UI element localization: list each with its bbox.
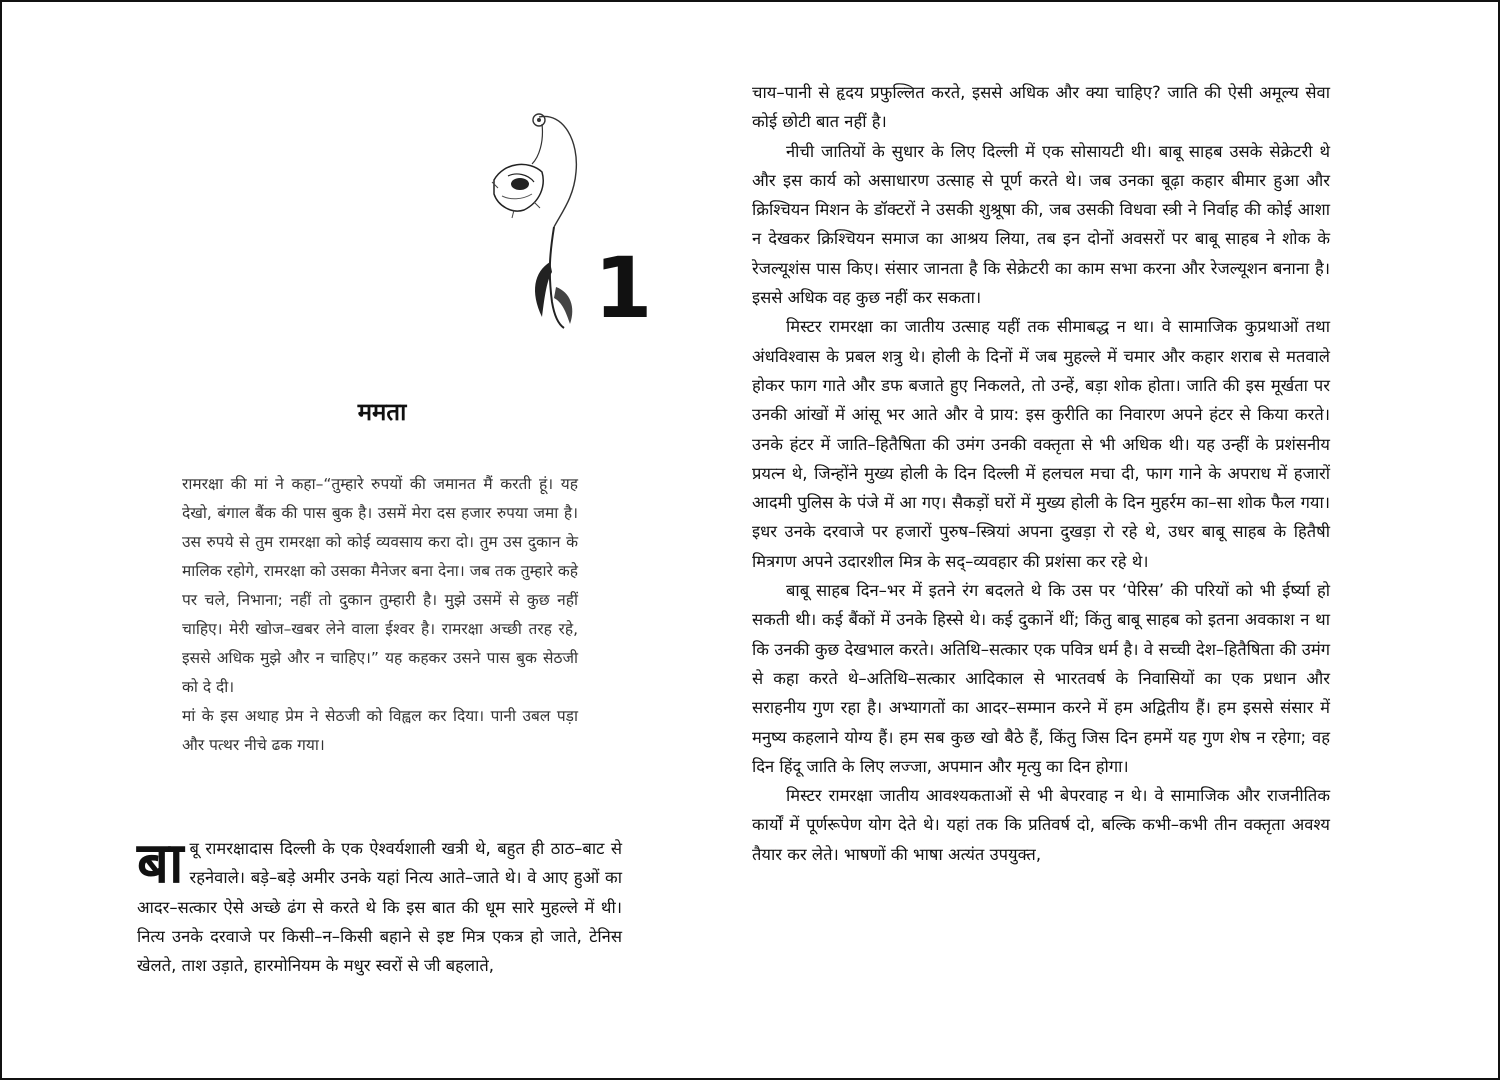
drop-cap: बा <box>137 831 184 896</box>
epigraph <box>182 470 578 760</box>
left-page <box>2 2 742 1078</box>
chapter-number: 1 <box>594 239 653 337</box>
paragraph: नीची जातियों के सुधार के लिए दिल्ली में एक सोसायटी थी। बाबू साहब उसके सेक्रेटरी थे और इस कार्य को असाधारण उत्साह से पूर्ण करते थे। जब उनका बूढ़ा कहार बीमार हुआ और क्रिश्चियन मिशन के डॉक्टरों ने उसकी शुश्रूषा की, जब उसकी विधवा स्त्री ने निर्वाह की कोई आशा न देखकर क्रिश्चियन समाज का आश्रय लिया, तब इन दोनों अवसरों पर बाबू साहब ने शोक के रेजल्यूशंस पास किए। संसार जानता है कि सेक्रेटरी का काम सभा करना और रेजल्यूशन बनाना है। इससे अधिक वह कुछ नहीं कर सकता। <box>752 141 1330 308</box>
opening-text: बू रामरक्षादास दिल्ली के एक ऐश्वर्यशाली खत्री थे, बहुत ही ठाठ–बाट से रहनेवाले। बड़े–बड़े अमीर उनके यहां नित्य आते–जाते थे। वे आए हुओं का आदर–सत्कार ऐसे अच्छे ढंग से करते थे कि इस बात की धूम सारे मुहल्ले में थी। नित्य उनके दरवाजे पर किसी–न–किसी बहाने से इष्ट मित्र एकत्र हो जाते, टेनिस खेलते, ताश उड़ाते, हारमोनियम के मधुर स्वरों से जी बहलाते, <box>137 839 622 976</box>
epigraph-paragraph: मां के इस अथाह प्रेम ने सेठजी को विह्वल कर दिया। पानी उबल पड़ा और पत्थर नीचे ढक गया। <box>182 707 578 754</box>
chapter-title: ममता <box>357 398 407 426</box>
paragraph: बाबू साहब दिन–भर में इतने रंग बदलते थे कि उस पर ‘पेरिस’ की परियों को भी ईर्ष्या हो सकती थी। कई बैंकों में उनके हिस्से थे। कई दुकानें थीं; किंतु बाबू साहब को इतना अवकाश न था कि उनकी कुछ देखभाल करते। अतिथि–सत्कार एक पवित्र धर्म है। वे सच्ची देश–हितैषिता की उमंग से कहा करते थे–अतिथि–सत्कार आदिकाल से भारतवर्ष के निवासियों का एक प्रधान और सराहनीय गुण रहा है। अभ्यागतों का आदर–सम्मान करने में हम अद्वितीय हैं। हम इससे संसार में मनुष्य कहलाने योग्य हैं। हम सब कुछ खो बैठे हैं, किंतु जिस दिन हममें यह गुण शेष न रहेगा; वह दिन हिंदू जाति के लिए लज्जा, अपमान और मृत्यु का दिन होगा। <box>752 581 1330 776</box>
paragraph: मिस्टर रामरक्षा का जातीय उत्साह यहीं तक सीमाबद्ध न था। वे सामाजिक कुप्रथाओं तथा अंधविश्वास के प्रबल शत्रु थे। होली के दिनों में जब मुहल्ले में चमार और कहार शराब से मतवाले होकर फाग गाते और डफ बजाते हुए निकलते, तो उन्हें, बड़ा शोक होता। जाति की इस मूर्खता पर उनकी आंखों में आंसू भर आते और वे प्राय: इस कुरीति का निवारण अपने हंटर से किया करते। उनके हंटर में जाति–हितैषिता की उमंग उनकी वक्तृता से भी अधिक थी। यह उन्हीं के प्रशंसनीय प्रयत्न थे, जिन्होंने मुख्य होली के दिन दिल्ली में हलचल मचा दी, फाग गाने के अपराध में हजारों आदमी पुलिस के पंजे में आ गए। सैकड़ों घरों में मुख्य होली के दिन मुहर्रम का–सा शोक फैल गया। इधर उनके दरवाजे पर हजारों पुरुष–स्त्रियां अपना दुखड़ा रो रहे थे, उधर बाबू साहब के हितैषी मित्रगण अपने उदारशील मित्र के सद्–व्यवहार की प्रशंसा कर रहे थे। <box>752 317 1330 571</box>
story-opening-paragraph <box>137 831 622 980</box>
epigraph-paragraph: रामरक्षा की मां ने कहा–“तुम्हारे रुपयों की जमानत मैं करती हूं। यह देखो, बंगाल बैंक की पास बुक है। उसमें मेरा दस हजार रुपया जमा है। उस रुपये से तुम रामरक्षा को कोई व्यवसाय करा दो। तुम उस दुकान के मालिक रहोगे, रामरक्षा को उसका मैनेजर बना देना। जब तक तुम्हारे कहे पर चले, निभाना; नहीं तो दुकान तुम्हारी है। मुझे उसमें से कुछ नहीं चाहिए। मेरी खोज–खबर लेने वाला ईश्वर है। रामरक्षा अच्छी तरह रहे, इससे अधिक मुझे और न चाहिए।” यह कहकर उसने पास बुक सेठजी को दे दी। <box>182 475 578 696</box>
paragraph: चाय–पानी से हृदय प्रफुल्लित करते, इससे अधिक और क्या चाहिए? जाति की ऐसी अमूल्य सेवा कोई छोटी बात नहीं है। <box>752 83 1330 132</box>
right-page <box>747 2 1500 1078</box>
paragraph: मिस्टर रामरक्षा जातीय आवश्यकताओं से भी बेपरवाह न थे। वे सामाजिक और राजनीतिक कार्यों में पूर्णरूपेण योग देते थे। यहां तक कि प्रतिवर्ष दो, बल्कि कभी–कभी तीन वक्तृता अवश्य तैयार कर लेते। भाषणों की भाषा अत्यंत उपयुक्त, <box>752 786 1330 864</box>
right-page-body <box>752 78 1330 869</box>
